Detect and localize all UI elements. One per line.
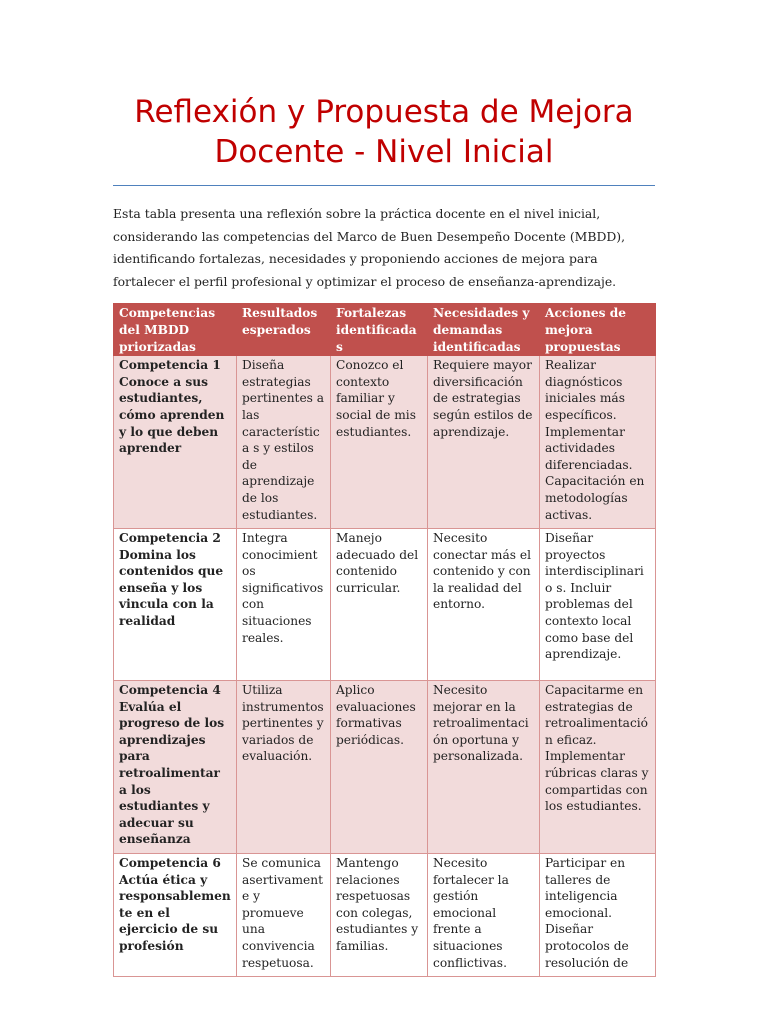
cell-acciones: Realizar diagnósticos iniciales más específicos. Implementar actividades diferenciadas. Capacitación en metodologías activas.: [540, 356, 656, 529]
table-row: [114, 356, 656, 529]
header-resultados: Resultados esperados: [237, 304, 331, 356]
table-header-row: [114, 304, 656, 356]
cell-acciones: Capacitarme en estrategias de retroalimentació n eficaz. Implementar rúbricas claras y compartidas con los estudiantes.: [540, 681, 656, 854]
cell-necesidades: Requiere mayor diversificación de estrategias según estilos de aprendizaje.: [428, 356, 540, 529]
cell-necesidades: Necesito mejorar en la retroalimentaci ón oportuna y personalizada.: [428, 681, 540, 854]
cell-competencia: Competencia 1 Conoce a sus estudiantes, cómo aprenden y lo que deben aprender: [114, 356, 237, 529]
header-fortalezas: Fortalezas identificadas: [331, 304, 428, 356]
table-row: [114, 854, 656, 977]
cell-fortalezas: Conozco el contexto familiar y social de mis estudiantes.: [331, 356, 428, 529]
cell-fortalezas: Aplico evaluaciones formativas periódicas.: [331, 681, 428, 854]
header-acciones: Acciones de mejora propuestas: [540, 304, 656, 356]
cell-acciones: Diseñar proyectos interdisciplinario s. Incluir problemas del contexto local como base del aprendizaje.: [540, 529, 656, 681]
cell-necesidades: Necesito fortalecer la gestión emocional frente a situaciones conflictivas.: [428, 854, 540, 977]
title-line-1: Reflexión y Propuesta de Mejora: [134, 94, 634, 130]
cell-necesidades: Necesito conectar más el contenido y con la realidad del entorno.: [428, 529, 540, 681]
cell-resultados: Se comunica asertivament e y promueve una convivencia respetuosa.: [237, 854, 331, 977]
table-row: [114, 681, 656, 854]
intro-paragraph: Esta tabla presenta una reflexión sobre la práctica docente en el nivel inicial, considerando las competencias del Marco de Buen Desempeño Docente (MBDD), identificando fortalezas, necesidades y proponiendo acciones de mejora para fortalecer el perfil profesional y optimizar el proceso de enseñanza-aprendizaje.: [113, 206, 626, 289]
header-necesidades: Necesidades y demandas identificadas: [428, 304, 540, 356]
cell-resultados: Integra conocimient os significativos con situaciones reales.: [237, 529, 331, 681]
title-divider: [113, 185, 655, 186]
cell-fortalezas: Manejo adecuado del contenido curricular.: [331, 529, 428, 681]
reflection-table: [113, 303, 656, 977]
cell-competencia: Competencia 2 Domina los contenidos que enseña y los vincula con la realidad: [114, 529, 237, 681]
title-line-2: Docente - Nivel Inicial: [214, 134, 554, 170]
cell-competencia: Competencia 6 Actúa ética y responsablemen te en el ejercicio de su profesión: [114, 854, 237, 977]
cell-resultados: Utiliza instrumentos pertinentes y variados de evaluación.: [237, 681, 331, 854]
table-row: [114, 529, 656, 681]
cell-competencia: Competencia 4 Evalúa el progreso de los aprendizajes para retroalimentar a los estudiantes y adecuar su enseñanza: [114, 681, 237, 854]
header-competencias: Competencias del MBDD priorizadas: [114, 304, 237, 356]
cell-resultados: Diseña estrategias pertinentes a las característica s y estilos de aprendizaje de los estudiantes.: [237, 356, 331, 529]
document-page: [113, 0, 655, 977]
cell-acciones: Participar en talleres de inteligencia emocional. Diseñar protocolos de resolución de: [540, 854, 656, 977]
page-title: [113, 0, 655, 172]
cell-fortalezas: Mantengo relaciones respetuosas con colegas, estudiantes y familias.: [331, 854, 428, 977]
